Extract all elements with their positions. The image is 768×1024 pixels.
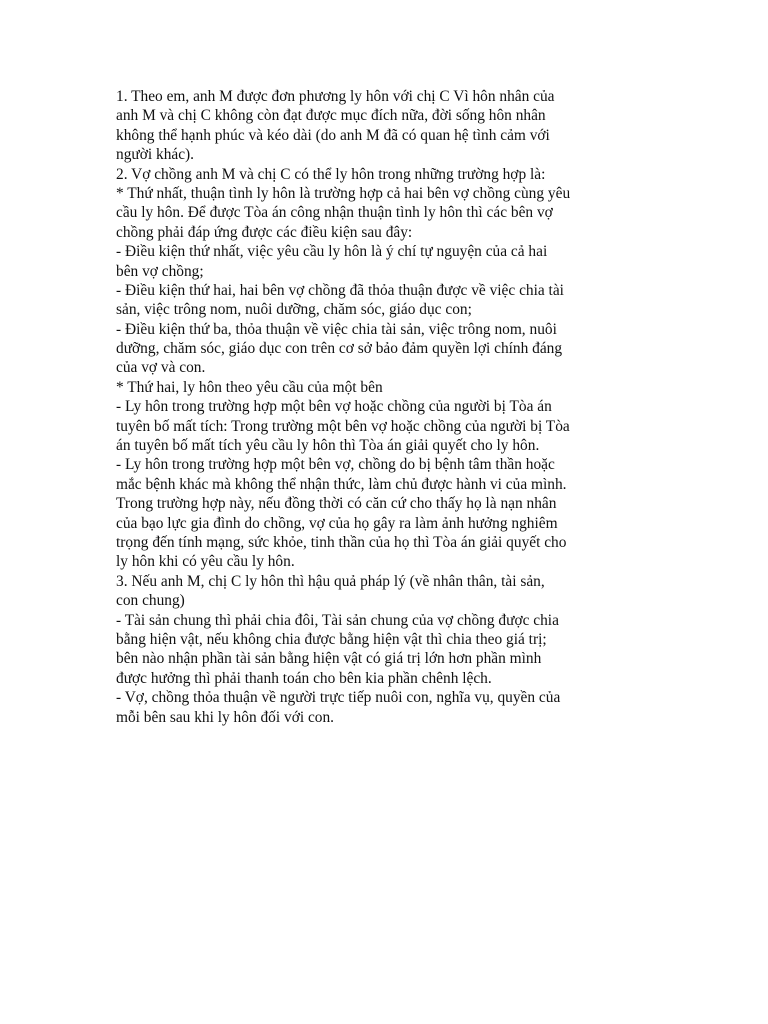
- text-line: trọng đến tính mạng, sức khỏe, tinh thần của họ thì Tòa án giải quyết cho: [116, 533, 567, 551]
- text-line: tuyên bố mất tích: Trong trường một bên vợ hoặc chồng của người bị Tòa: [116, 417, 570, 435]
- text-line: không thể hạnh phúc và kéo dài (do anh M đã có quan hệ tình cảm với: [116, 126, 550, 144]
- text-line: của bạo lực gia đình do chồng, vợ của họ gây ra làm ảnh hưởng nghiêm: [116, 514, 558, 532]
- text-line: anh M và chị C không còn đạt được mục đích nữa, đời sống hôn nhân: [116, 107, 546, 125]
- text-line: người khác).: [116, 146, 195, 164]
- text-line: - Tài sản chung thì phải chia đôi, Tài sản chung của vợ chồng được chia: [116, 611, 559, 629]
- text-line: - Điều kiện thứ hai, hai bên vợ chồng đã thỏa thuận được về việc chia tài: [116, 281, 564, 299]
- text-line: án tuyên bố mất tích yêu cầu ly hôn thì Tòa án giải quyết cho ly hôn.: [116, 437, 540, 455]
- text-line: * Thứ hai, ly hôn theo yêu cầu của một bên: [116, 378, 383, 396]
- document-body: [116, 87, 664, 727]
- text-line: 2. Vợ chồng anh M và chị C có thể ly hôn trong những trường hợp là:: [116, 165, 546, 183]
- text-line: Trong trường hợp này, nếu đồng thời có căn cứ cho thấy họ là nạn nhân: [116, 495, 557, 513]
- text-line: - Điều kiện thứ nhất, việc yêu cầu ly hôn là ý chí tự nguyện của cả hai: [116, 243, 548, 261]
- text-line: con chung): [116, 592, 185, 610]
- text-line: - Ly hôn trong trường hợp một bên vợ, chồng do bị bệnh tâm thần hoặc: [116, 456, 555, 474]
- text-line: cầu ly hôn. Để được Tòa án công nhận thuận tình ly hôn thì các bên vợ: [116, 204, 553, 222]
- text-line: * Thứ nhất, thuận tình ly hôn là trường hợp cả hai bên vợ chồng cùng yêu: [116, 184, 571, 202]
- text-line: ly hôn khi có yêu cầu ly hôn.: [116, 553, 295, 571]
- text-line: của vợ và con.: [116, 359, 206, 377]
- text-line: mỗi bên sau khi ly hôn đối với con.: [116, 708, 335, 726]
- text-line: - Điều kiện thứ ba, thỏa thuận về việc chia tài sản, việc trông nom, nuôi: [116, 320, 557, 338]
- text-line: - Ly hôn trong trường hợp một bên vợ hoặc chồng của người bị Tòa án: [116, 398, 552, 416]
- text-line: 1. Theo em, anh M được đơn phương ly hôn với chị C Vì hôn nhân của: [116, 88, 555, 105]
- text-line: được hưởng thì phải thanh toán cho bên kia phần chênh lệch.: [116, 669, 492, 687]
- text-line: bằng hiện vật, nếu không chia được bằng hiện vật thì chia theo giá trị;: [116, 630, 547, 648]
- text-line: chồng phải đáp ứng được các điều kiện sau đây:: [116, 223, 413, 241]
- text-line: bên nào nhận phần tài sản bằng hiện vật có giá trị lớn hơn phần mình: [116, 650, 542, 668]
- text-line: 3. Nếu anh M, chị C ly hôn thì hậu quả pháp lý (về nhân thân, tài sản,: [116, 572, 545, 590]
- text-line: bên vợ chồng;: [116, 262, 204, 280]
- text-line: mắc bệnh khác mà không thể nhận thức, làm chủ được hành vi của mình.: [116, 475, 567, 493]
- text-line: dưỡng, chăm sóc, giáo dục con trên cơ sở bảo đảm quyền lợi chính đáng: [116, 340, 563, 358]
- text-line: - Vợ, chồng thỏa thuận về người trực tiếp nuôi con, nghĩa vụ, quyền của: [116, 689, 561, 707]
- text-line: sản, việc trông nom, nuôi dưỡng, chăm sóc, giáo dục con;: [116, 301, 472, 319]
